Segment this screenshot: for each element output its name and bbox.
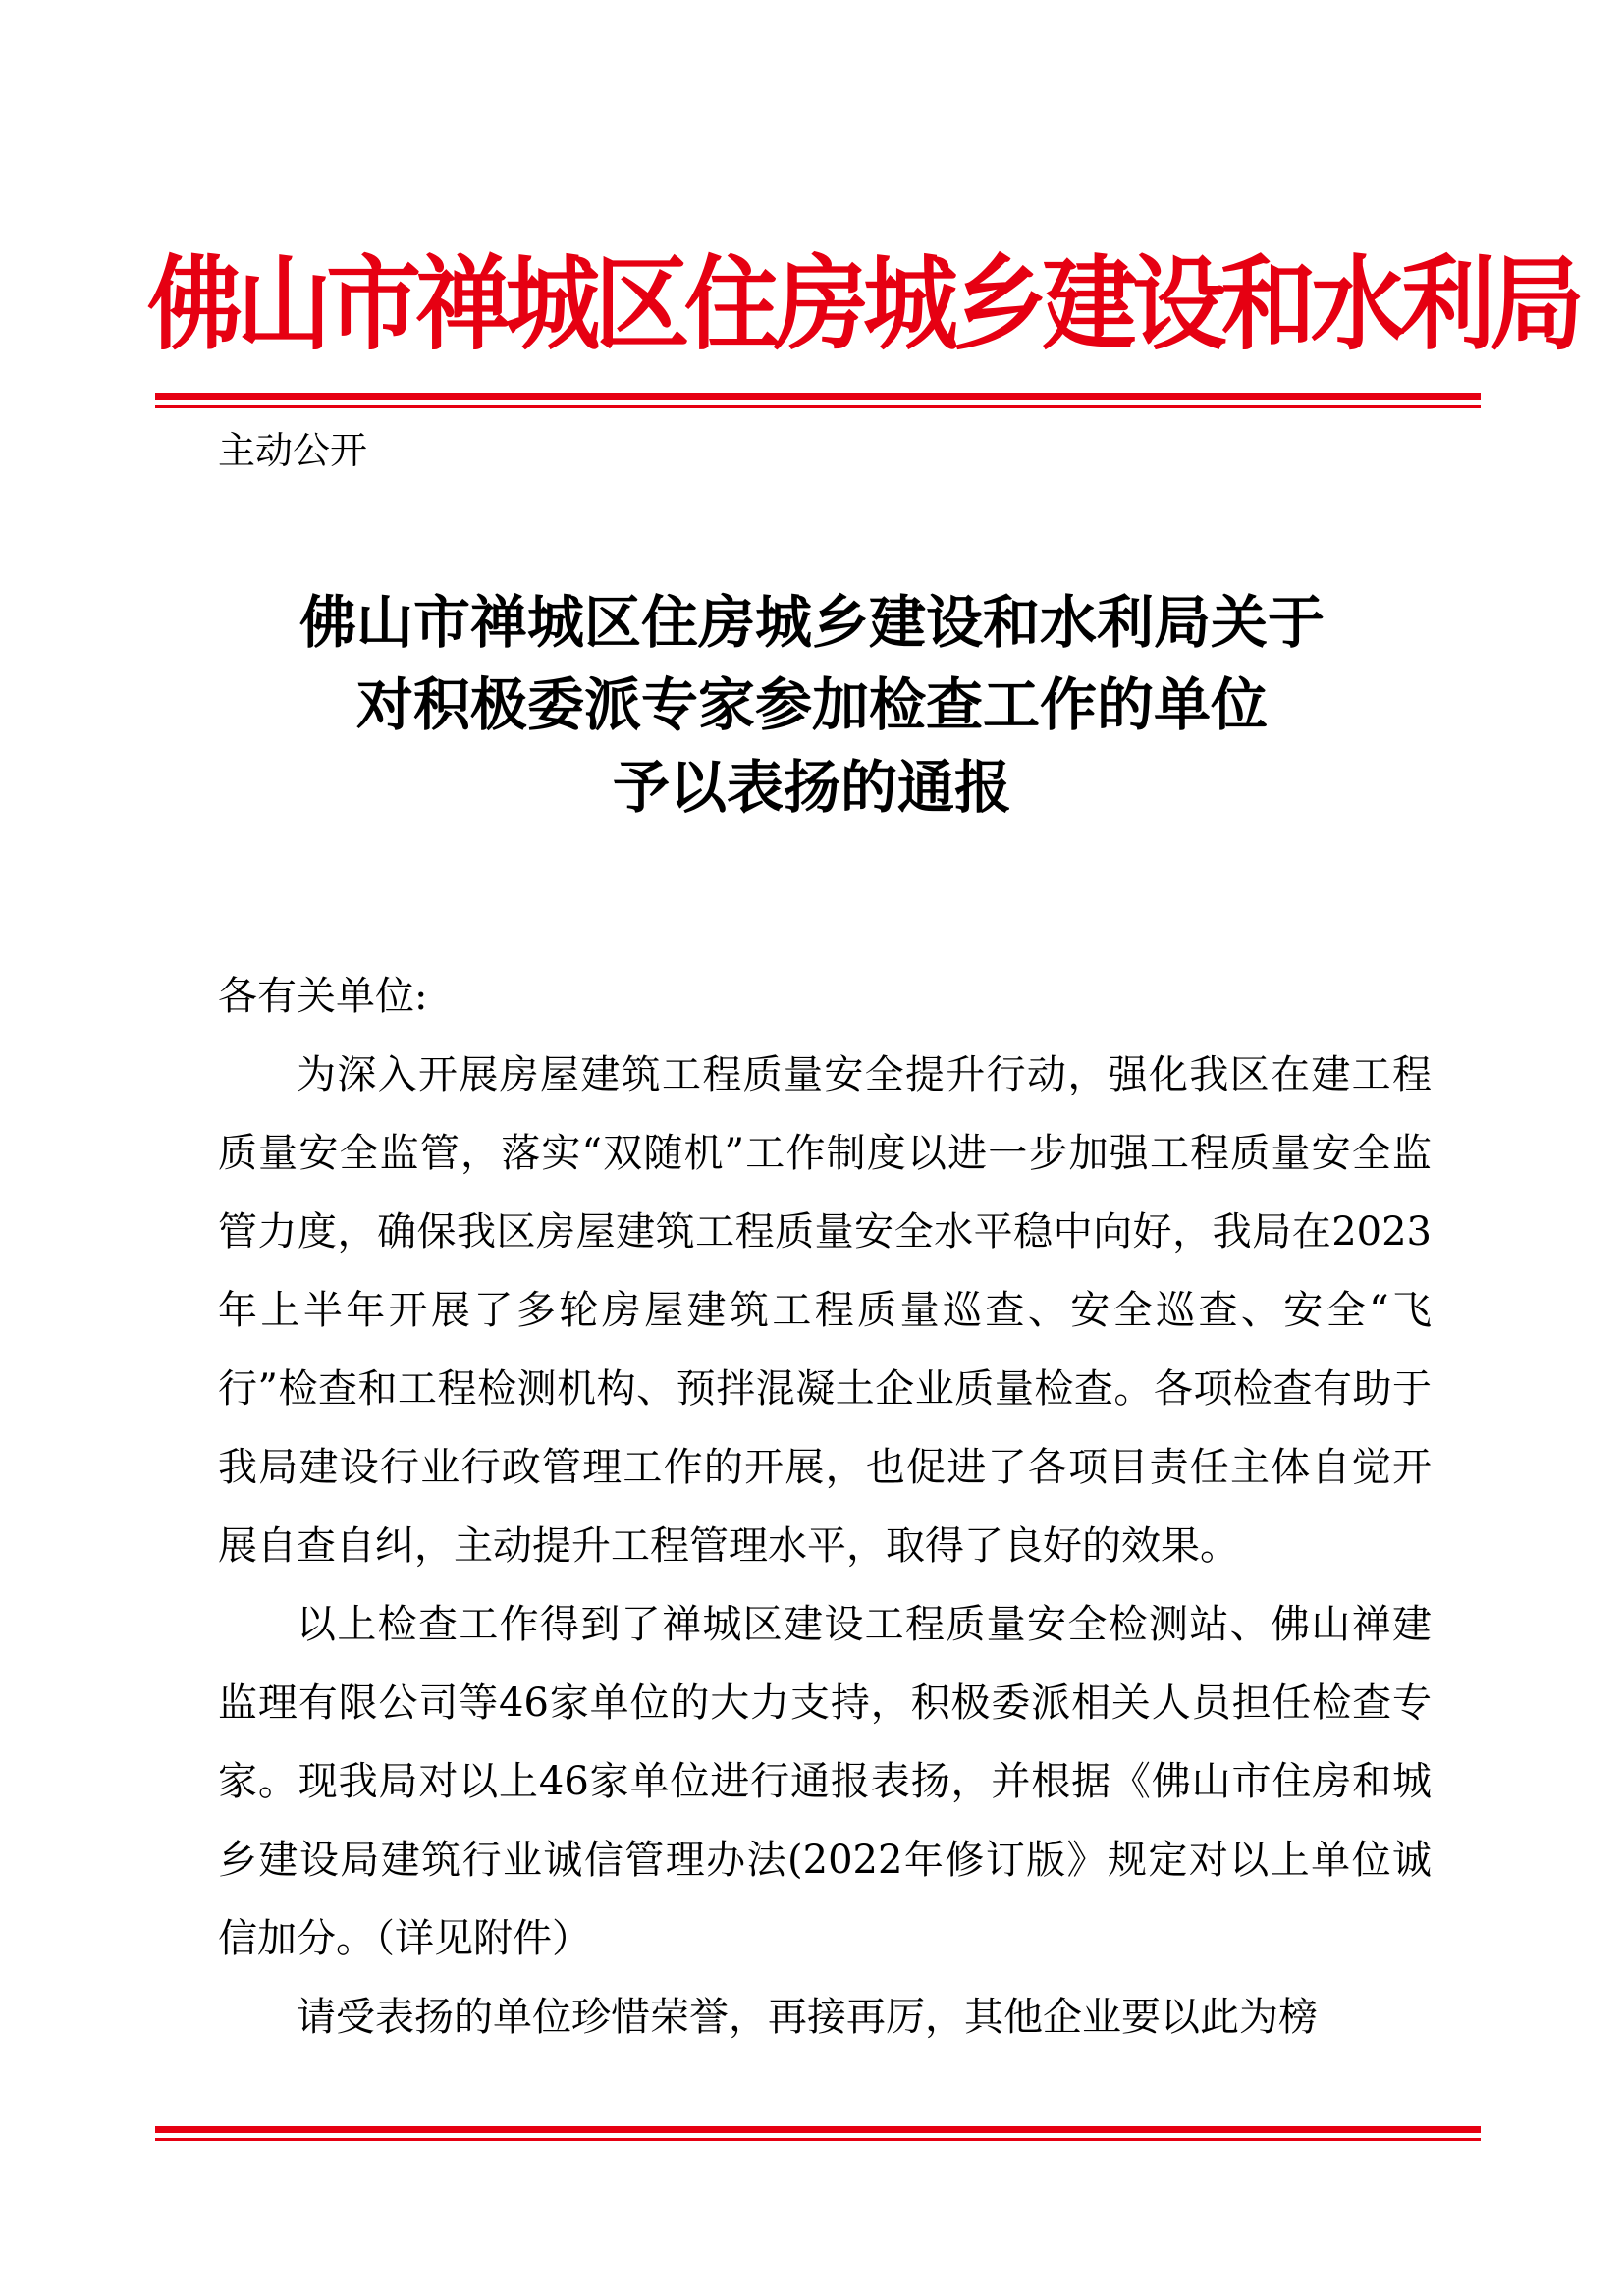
salutation: 各有关单位: [218, 974, 428, 1019]
disclosure-label: 主动公开 [218, 429, 368, 472]
document-body [218, 957, 1432, 2056]
title-line-1: 佛山市禅城区住房城乡建设和水利局关于 [298, 589, 1325, 656]
title-line-3: 予以表扬的通报 [612, 754, 1011, 821]
header-rule-thin [155, 405, 1481, 408]
paragraph-1: 为深入开展房屋建筑工程质量安全提升行动，强化我区在建工程质量安全监管，落实“双随机”工作制度以进一步加强工程质量安全监管力度，确保我区房屋建筑工程质量安全水平稳中向好，我局在2023年上半年开展了多轮房屋建筑工程质量巡查、安全巡查、安全“飞行”检查和工程检测机构、预拌混凝土企业质量检查。各项检查有助于我局建设行业行政管理工作的开展，也促进了各项目责任主体自觉开展自查自纠，主动提升工程管理水平，取得了良好的效果。 [218, 1052, 1432, 1569]
paragraph-3: 请受表扬的单位珍惜荣誉，再接再厉，其他企业要以此为榜 [297, 1995, 1318, 2040]
document-title [196, 581, 1428, 828]
footer-rule-thick [155, 2126, 1481, 2133]
footer-rule-thin [155, 2138, 1481, 2141]
title-line-2: 对积极委派专家参加检查工作的单位 [355, 671, 1268, 738]
paragraph-2: 以上检查工作得到了禅城区建设工程质量安全检测站、佛山禅建监理有限公司等46家单位的大力支持，积极委派相关人员担任检查专家。现我局对以上46家单位进行通报表扬，并根据《佛山市住房和城乡建设局建筑行业诚信管理办法(2022年修订版》规定对以上单位诚信加分。（详见附件） [218, 1602, 1432, 1961]
header-rule-thick [155, 393, 1481, 400]
agency-masthead: 佛山市禅城区住房城乡建设和水利局 [147, 243, 1580, 364]
